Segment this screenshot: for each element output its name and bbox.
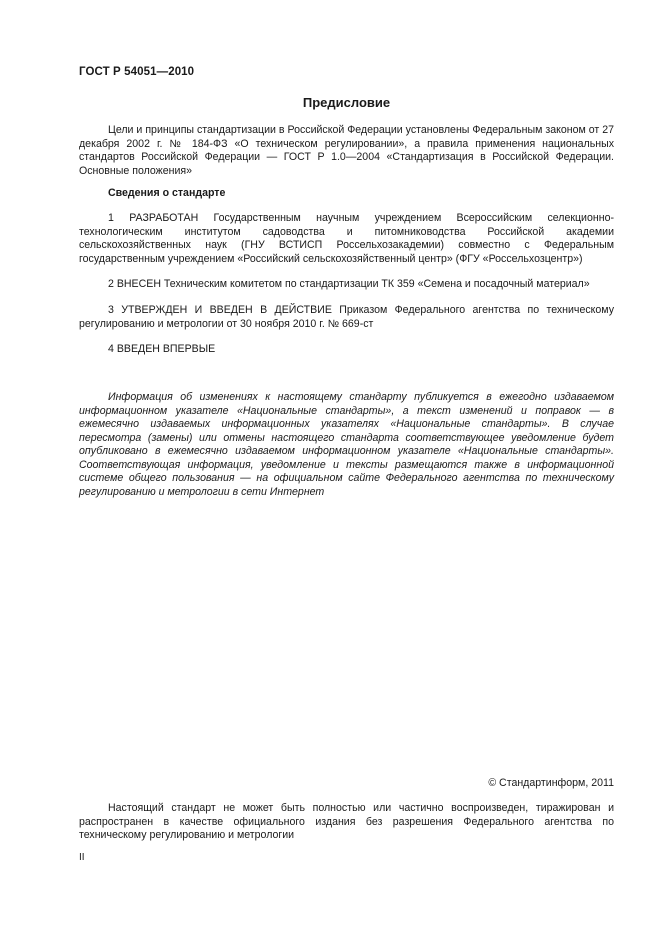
page-number: II xyxy=(79,852,85,863)
section-heading: Сведения о стандарте xyxy=(108,187,226,199)
reproduction-notice: Настоящий стандарт не может быть полностью или частично воспроизведен, тиражирован и распространен в качестве официального издания без разрешения Федерального агентства по техническому регулированию и метрологии xyxy=(79,802,614,841)
item-first-introduced: 4 ВВЕДЕН ВПЕРВЫЕ xyxy=(108,343,216,355)
copyright-line: © Стандартинформ, 2011 xyxy=(488,777,614,789)
page-title: Предисловие xyxy=(302,95,391,110)
item-approved: 3 УТВЕРЖДЕН И ВВЕДЕН В ДЕЙСТВИЕ Приказом Федерального агентства по техническому регулированию и метрологии от 30 ноября 2010 г. № 669-ст xyxy=(79,304,614,330)
item-developed: 1 РАЗРАБОТАН Государственным научным учреждением Всероссийским селекционно-технологическим институтом садоводства и питомниководства Российской академии сельскохозяйственных наук (ГНУ ВСТИСП Россельхозакадемии) совместно с Федеральным государственным учреждением «Российский сельскохозяйственный центр» (ФГУ «Россельхозцентр») xyxy=(79,212,614,265)
standard-code-header: ГОСТ Р 54051—2010 xyxy=(79,66,195,78)
changes-info-notice: Информация об изменениях к настоящему стандарту публикуется в ежегодно издаваемом информационном указателе «Национальные стандарты», а текст изменений и поправок — в ежемесячно издаваемых информационных указателях «Национальные стандарты». В случае пересмотра (замены) или отмены настоящего стандарта соответствующее уведомление будет опубликовано в ежемесячно издаваемом информационном указателе «Национальные стандарты». Соответствующая информация, уведомление и тексты размещаются также в информационной системе общего пользования — на официальном сайте Федерального агентства по техническому регулированию и метрологии в сети Интернет xyxy=(79,391,614,498)
intro-paragraph: Цели и принципы стандартизации в Российской Федерации установлены Федеральным законом от 27 декабря 2002 г. № 184-ФЗ «О техническом регулировании», а правила применения национальных стандартов Российской Федерации — ГОСТ Р 1.0—2004 «Стандартизация в Российской Федерации. Основные положения» xyxy=(79,124,614,177)
item-introduced: 2 ВНЕСЕН Техническим комитетом по стандартизации ТК 359 «Семена и посадочный материал» xyxy=(108,278,590,290)
